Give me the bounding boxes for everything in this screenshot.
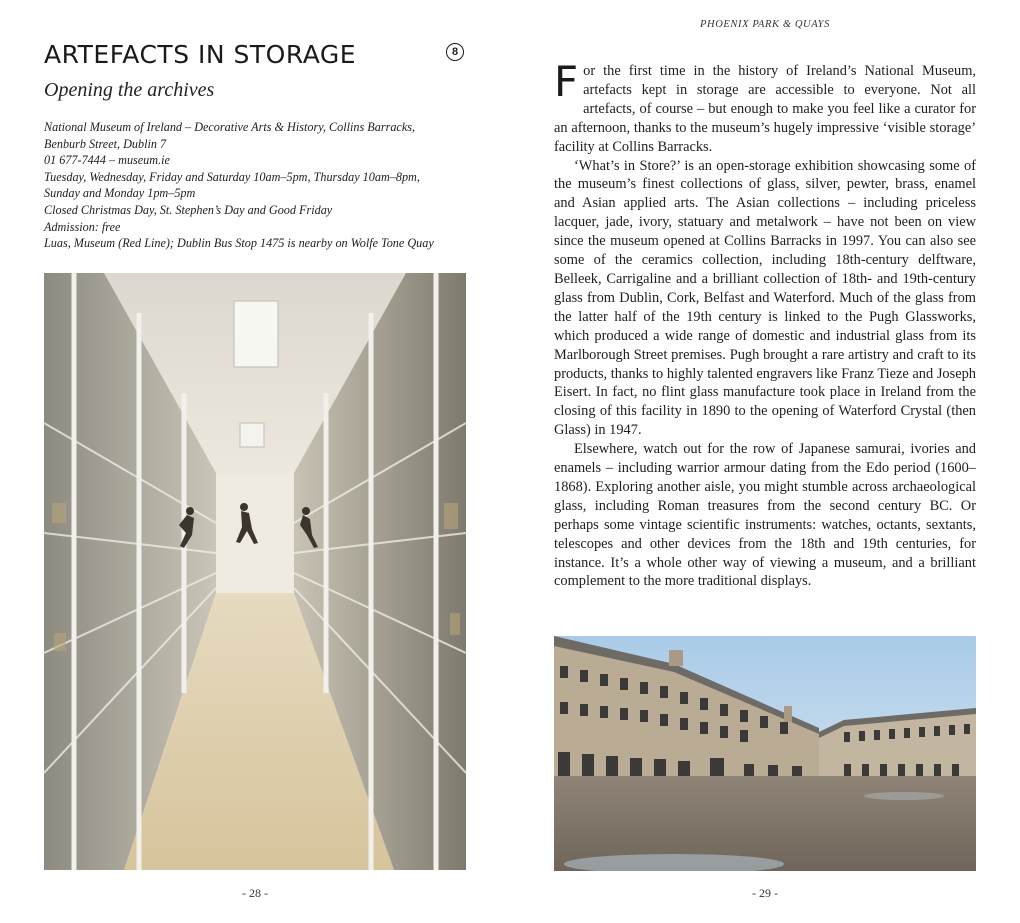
drop-cap: F [554,57,579,106]
article-body [554,57,976,591]
page-number-left: - 28 - [242,886,268,900]
entry-number-badge: 8 [446,43,464,61]
article-paragraph-1 [554,57,976,157]
storage-corridor-photo [44,273,466,870]
page-title: ARTEFACTS IN STORAGE [44,40,357,69]
info-line-hours-2: Sunday and Monday 1pm–5pm [44,186,196,201]
info-line-transport: Luas, Museum (Red Line); Dublin Bus Stop 1475 is nearby on Wolfe Tone Quay [44,236,434,251]
info-line-contact: 01 677-7444 – museum.ie [44,153,170,168]
right-page [510,0,1020,923]
visitor-info [44,119,484,252]
info-line-admission: Admission: free [44,219,121,234]
running-head: PHOENIX PARK & QUAYS [700,19,830,30]
article-paragraph-3: Elsewhere, watch out for the row of Japanese samurai, ivories and enamels – including warrior armour dating from the Edo period (1600–1868). Exploring another aisle, you might stumble across archaeological glass, including Roman treasures from the second century BC. Or perhaps some vintage scientific instruments: watches, octants, sextants, telescopes and other devices from the 18th and 19th centuries, for instance. It’s a whole other way of viewing a museum, and a brilliant complement to the more traditional displays. [554,441,976,590]
info-line-address-2: Benburb Street, Dublin 7 [44,136,167,151]
info-line-closed: Closed Christmas Day, St. Stephen’s Day and Good Friday [44,202,333,217]
article-paragraph-2: ‘What’s in Store?’ is an open-storage exhibition showcasing some of the museum’s finest collections of glass, silver, pewter, brass, enamel and Asian applied arts. The Asian collections – including priceless lacquer, jade, ivory, statuary and metalwork – have not been on view since the museum opened at Collins Barracks in 1997. You can also see some of the ceramics collection, including 18th-century delftware, Belleek, Carrigaline and a brilliant collection of 18th- and 19th-century glass from Dublin, Cork, Belfast and Waterford. Much of the glass from the latter half of the 19th century is linked to the Pugh Glassworks, which produced a wide range of domestic and industrial glass from its Marlborough Street premises. Pugh brought a rare artistry and craft to its products, thanks to highly talented engravers like Franz Tieze and Joseph Eisert. In fact, no flint glass manufacture took place in Ireland from the closing of this facility in 1890 to the opening of Waterford Crystal (then Glass) in 1947. [554,157,976,439]
page-number-right: - 29 - [752,886,778,900]
collins-barracks-photo [554,636,976,871]
paragraph-1-text: or the first time in the history of Ireland’s National Museum, artefacts kept in storage are accessible to everyone. Not all artefacts, of course – but enough to make you feel like a curator for an afternoon, thanks to the museum’s hugely impressive ‘visible storage’ facility at Collins Barracks. [554,63,976,155]
info-line-address-1: National Museum of Ireland – Decorative Arts & History, Collins Barracks, [44,120,416,134]
page-subtitle: Opening the archives [44,79,215,101]
info-line-hours-1: Tuesday, Wednesday, Friday and Saturday 10am–5pm, Thursday 10am–8pm, [44,169,420,184]
